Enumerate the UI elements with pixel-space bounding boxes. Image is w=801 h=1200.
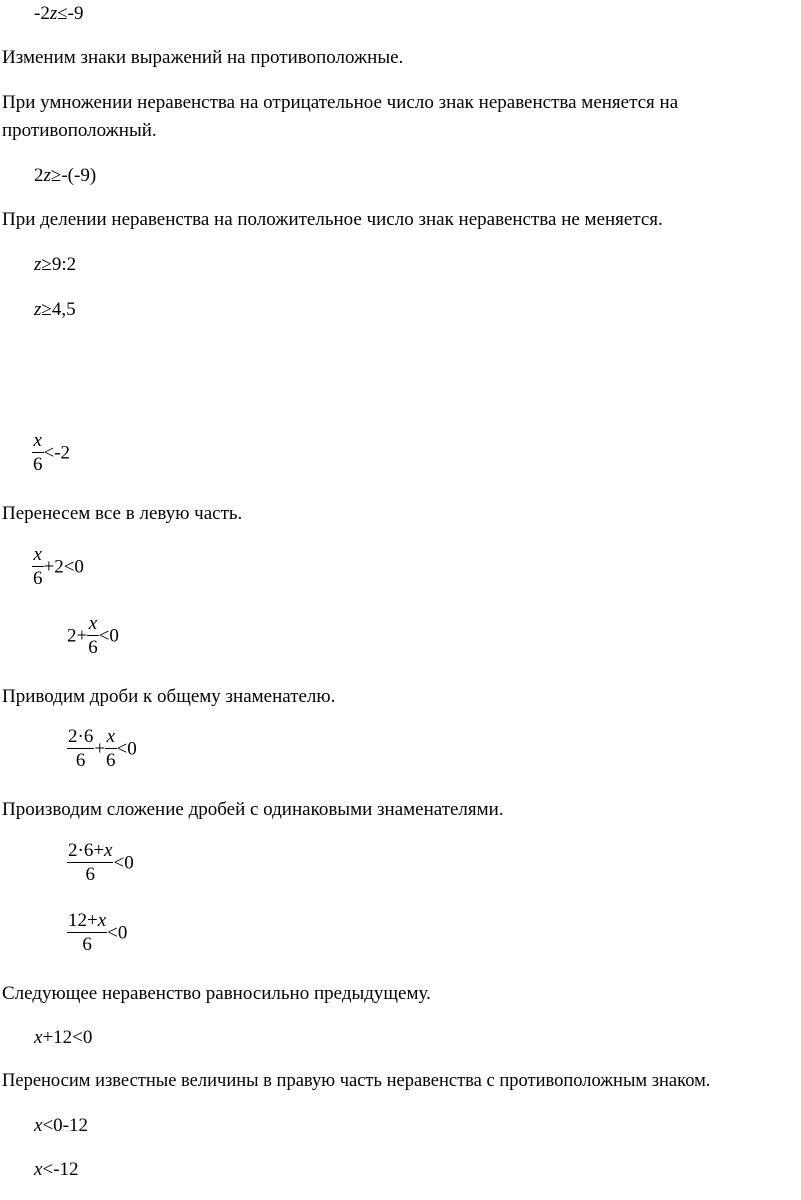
fraction-denominator: 6: [75, 749, 86, 771]
text-line-15: Производим сложение дробей с одинаковыми знаменателями.: [2, 799, 504, 820]
fraction: [32, 545, 44, 589]
formula-variable: z: [34, 299, 42, 320]
formula-part: -2: [34, 3, 50, 24]
fraction-denominator: 6: [33, 567, 43, 589]
formula-line-21: [34, 1116, 88, 1135]
text-line-6: При делении неравенства на положительное число знак неравенства не меняется.: [2, 209, 663, 230]
formula-variable: x: [34, 1159, 43, 1180]
text-line-4: противоположный.: [2, 120, 157, 141]
formula-part: 2+: [67, 625, 88, 647]
formula-line-7: [34, 255, 76, 274]
fraction: [67, 911, 107, 955]
formula-variable: z: [49, 3, 58, 24]
fraction-denominator: 6: [82, 933, 92, 955]
text-line-13: Приводим дроби к общему знаменателю.: [2, 686, 336, 707]
formula-part: ≥4,5: [41, 299, 76, 320]
formula-variable: z: [34, 254, 42, 275]
formula-part: 12+: [68, 910, 98, 931]
text-line-2: Изменим знаки выражений на противоположные.: [2, 47, 404, 68]
fraction-denominator: 6: [88, 636, 98, 658]
fraction-numerator: [67, 841, 113, 863]
formula-part: ≤-9: [57, 3, 84, 24]
formula-part: +2<0: [43, 556, 84, 578]
formula-variable: x: [34, 1027, 43, 1048]
text-line-18: Следующее неравенство равносильно предыдущему.: [2, 983, 431, 1004]
formula-part: <0: [98, 625, 119, 647]
formula-variable: x: [104, 840, 113, 861]
formula-line-12: [67, 615, 119, 659]
formula-part: 2: [34, 165, 44, 186]
fraction-denominator: 6: [85, 863, 95, 885]
formula-line-8: [34, 300, 76, 319]
fraction-numerator: x: [88, 613, 98, 634]
formula-part: +12<0: [42, 1027, 93, 1048]
formula-part: 2·6+: [68, 840, 105, 861]
formula-part: +: [94, 738, 106, 760]
fraction: [105, 727, 117, 771]
formula-part: <0: [116, 738, 137, 760]
formula-part: <0-12: [42, 1115, 88, 1136]
fraction-numerator: x: [33, 430, 42, 451]
formula-line-1: [34, 4, 84, 23]
fraction-numerator: 2·6: [68, 726, 94, 747]
formula-line-11: [32, 546, 84, 590]
formula-line-19: [34, 1028, 92, 1047]
fraction-denominator: 6: [106, 749, 116, 771]
formula-line-17: [67, 912, 127, 956]
fraction-denominator: 6: [33, 453, 43, 475]
fraction: [87, 614, 99, 658]
fraction: [32, 431, 44, 475]
fraction-numerator: [67, 911, 107, 933]
formula-line-16: [67, 842, 134, 886]
fraction: [67, 727, 94, 771]
formula-variable: z: [43, 165, 51, 186]
formula-part: ≥-(-9): [50, 165, 97, 186]
text-line-3: При умножении неравенства на отрицательное число знак неравенства меняется на: [2, 92, 679, 113]
text-line-20: Переносим известные величины в правую часть неравенства с противоположным знаком.: [2, 1071, 711, 1091]
formula-variable: x: [97, 910, 107, 931]
formula-line-14: [67, 728, 137, 772]
formula-line-5: [34, 166, 96, 185]
formula-part: <-12: [42, 1159, 79, 1180]
formula-line-22: [34, 1160, 78, 1179]
fraction-numerator: x: [33, 544, 42, 565]
formula-part: <0: [107, 922, 128, 944]
fraction: [67, 841, 113, 885]
formula-part: <-2: [43, 442, 71, 464]
formula-variable: x: [34, 1115, 43, 1136]
formula-line-9: [32, 432, 70, 476]
formula-part: ≥9:2: [41, 254, 77, 275]
text-line-10: Перенесем все в левую часть.: [2, 503, 243, 524]
formula-part: <0: [113, 852, 134, 874]
fraction-numerator: x: [106, 726, 116, 747]
